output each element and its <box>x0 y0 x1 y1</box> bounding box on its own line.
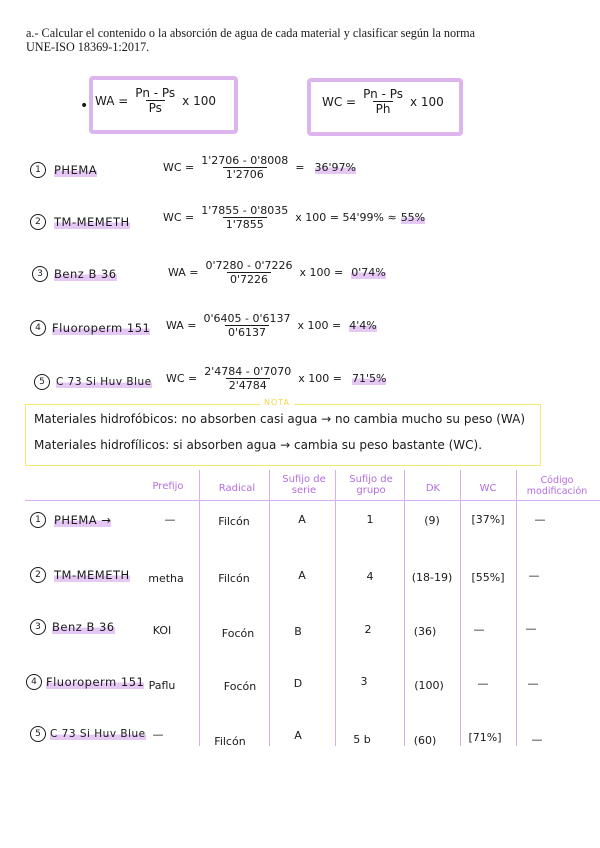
table-cell: A <box>298 513 306 526</box>
table-cell: Filcón <box>214 735 246 748</box>
table-row-material: Fluoroperm 151 <box>46 675 145 689</box>
table-row-number: 3 <box>30 619 46 635</box>
table-header-wc: WC <box>479 483 497 494</box>
table-cell: (18-19) <box>411 571 453 584</box>
calc-rest: x 100 = <box>299 266 344 279</box>
calc-formula <box>168 259 386 286</box>
nota-line-2: Materiales hidrofílicos: si absorben agua → cambia su peso bastante (WC). <box>34 438 483 452</box>
calc-fraction <box>198 204 291 231</box>
calc-material: Benz B 36 <box>54 267 117 281</box>
table-header-radical: Radical <box>218 483 256 494</box>
calc-number: 1 <box>30 162 46 178</box>
table-cell: B <box>294 625 302 638</box>
table-cell: A <box>294 729 302 742</box>
table-cell: (9) <box>424 514 440 527</box>
calc-row <box>34 374 152 390</box>
table-cell: — <box>525 622 537 635</box>
table-row-material: TM-MEMETH <box>54 568 130 582</box>
calc-rest: = <box>295 161 305 174</box>
table-column-line <box>460 470 461 746</box>
table-cell: 1 <box>366 513 374 526</box>
table-cell: Filcón <box>218 572 250 585</box>
table-row-number: 5 <box>30 726 46 742</box>
task-statement: a.- Calcular el contenido o la absorción de agua de cada material y clasificar según la norma UNE-ISO 18369-1:2017. <box>26 26 476 54</box>
table-cell: — <box>527 677 539 690</box>
wa-numerator: Pn - Ps <box>135 86 176 100</box>
table-column-line <box>516 470 517 746</box>
calc-material: PHEMA <box>54 163 98 177</box>
calc-material: C 73 Si Huv Blue <box>56 376 152 388</box>
calc-row <box>30 320 150 336</box>
table-cell: Filcón <box>218 515 250 528</box>
calc-result: 55% <box>400 211 426 224</box>
table-row-label <box>30 567 130 583</box>
calc-denominator: 2'4784 <box>226 378 270 392</box>
calc-numerator: 1'7855 - 0'8035 <box>201 204 289 217</box>
table-row-material: Benz B 36 <box>52 620 115 634</box>
calc-lhs: WC = <box>163 211 195 224</box>
table-cell: 2 <box>364 623 372 636</box>
table-cell: 5 b <box>353 733 371 746</box>
table-header-dk: DK <box>425 483 441 494</box>
table-column-line <box>199 470 200 746</box>
calc-number: 3 <box>32 266 48 282</box>
calc-formula <box>166 365 386 392</box>
calc-result: 71'5% <box>352 372 387 385</box>
table-cell: A <box>298 569 306 582</box>
calc-rest: x 100 = 54'99% ≈ <box>295 211 397 224</box>
calc-row <box>30 214 130 230</box>
wc-denominator: Ph <box>373 101 394 116</box>
table-cell: 4 <box>366 570 374 583</box>
wa-fraction <box>132 86 178 115</box>
calc-fraction <box>201 312 294 339</box>
table-cell: [37%] <box>471 513 505 526</box>
wc-lhs: WC = <box>322 94 357 109</box>
table-cell: — <box>152 728 164 741</box>
calc-row <box>30 162 97 178</box>
wc-formula <box>322 87 444 116</box>
table-header-sufijo-grupo: Sufijo de grupo <box>349 474 393 496</box>
wc-fraction <box>360 87 406 116</box>
wc-numerator: Pn - Ps <box>363 87 403 101</box>
table-header-prefijo: Prefijo <box>152 481 184 492</box>
wa-denominator: Ps <box>146 100 165 115</box>
table-column-line <box>335 470 336 746</box>
table-cell: Paflu <box>148 679 176 692</box>
table-cell: — <box>531 733 543 746</box>
table-row-material: C 73 Si Huv Blue <box>50 728 146 740</box>
calc-number: 4 <box>30 320 46 336</box>
wa-formula <box>95 86 216 115</box>
table-header-codigo: Código modificación <box>526 475 588 497</box>
calc-numerator: 1'2706 - 0'8008 <box>201 154 289 167</box>
table-row-label <box>26 674 144 690</box>
calc-lhs: WA = <box>166 319 197 332</box>
calc-numerator: 0'7280 - 0'7226 <box>205 259 293 272</box>
calc-denominator: 0'7226 <box>227 272 271 286</box>
nota-line-1: Materiales hidrofóbicos: no absorben casi agua → no cambia mucho su peso (WA) <box>34 412 526 426</box>
table-cell: — <box>534 513 546 526</box>
table-row-number: 2 <box>30 567 46 583</box>
table-row-number: 1 <box>30 512 46 528</box>
table-cell: [71%] <box>468 731 502 744</box>
nota-title: NOTA <box>260 398 294 407</box>
calc-fraction <box>203 259 296 286</box>
calc-numerator: 2'4784 - 0'7070 <box>204 365 292 378</box>
wc-multiplier: x 100 <box>410 94 444 109</box>
calc-lhs: WA = <box>168 266 199 279</box>
table-cell: [55%] <box>471 571 505 584</box>
calc-formula <box>163 154 356 181</box>
calc-denominator: 0'6137 <box>225 325 269 339</box>
calc-material: TM-MEMETH <box>54 215 130 229</box>
calc-rest: x 100 = <box>298 372 342 385</box>
bullet: • <box>80 98 89 114</box>
calc-row <box>32 266 117 282</box>
table-cell: metha <box>148 572 184 585</box>
calc-result: 0'74% <box>351 266 386 279</box>
calc-number: 2 <box>30 214 46 230</box>
table-cell: (36) <box>413 625 437 638</box>
table-header-sufijo-serie: Sufijo de serie <box>282 474 326 496</box>
table-row-number: 4 <box>26 674 42 690</box>
calc-result: 4'4% <box>349 319 377 332</box>
calc-denominator: 1'7855 <box>223 217 267 231</box>
table-cell: D <box>293 677 303 690</box>
calc-numerator: 0'6405 - 0'6137 <box>203 312 291 325</box>
table-column-line <box>269 470 270 746</box>
calc-number: 5 <box>34 374 50 390</box>
calc-formula <box>163 204 425 231</box>
calc-material: Fluoroperm 151 <box>52 321 151 335</box>
table-header-line <box>25 500 600 501</box>
nota-box <box>25 404 541 466</box>
calc-rest: x 100 = <box>297 319 342 332</box>
wa-lhs: WA = <box>95 93 129 108</box>
table-column-line <box>404 470 405 746</box>
calc-lhs: WC = <box>166 372 198 385</box>
table-row-material: PHEMA → <box>54 513 112 527</box>
table-cell: — <box>164 513 176 526</box>
wa-multiplier: x 100 <box>182 93 216 108</box>
table-cell: — <box>473 623 485 636</box>
calc-fraction <box>201 365 294 392</box>
calc-formula <box>166 312 377 339</box>
table-cell: 3 <box>360 675 368 688</box>
calc-denominator: 1'2706 <box>223 167 267 181</box>
table-cell: Focón <box>221 627 255 640</box>
calc-fraction <box>198 154 291 181</box>
calc-result: 36'97% <box>314 161 356 174</box>
table-row-label <box>30 512 111 528</box>
table-cell: (60) <box>413 734 437 747</box>
table-cell: — <box>477 677 489 690</box>
table-cell: KOI <box>152 624 172 637</box>
calc-lhs: WC = <box>163 161 195 174</box>
table-cell: — <box>528 569 540 582</box>
table-cell: (100) <box>414 679 444 692</box>
table-row-label <box>30 619 115 635</box>
table-cell: Focón <box>223 680 257 693</box>
